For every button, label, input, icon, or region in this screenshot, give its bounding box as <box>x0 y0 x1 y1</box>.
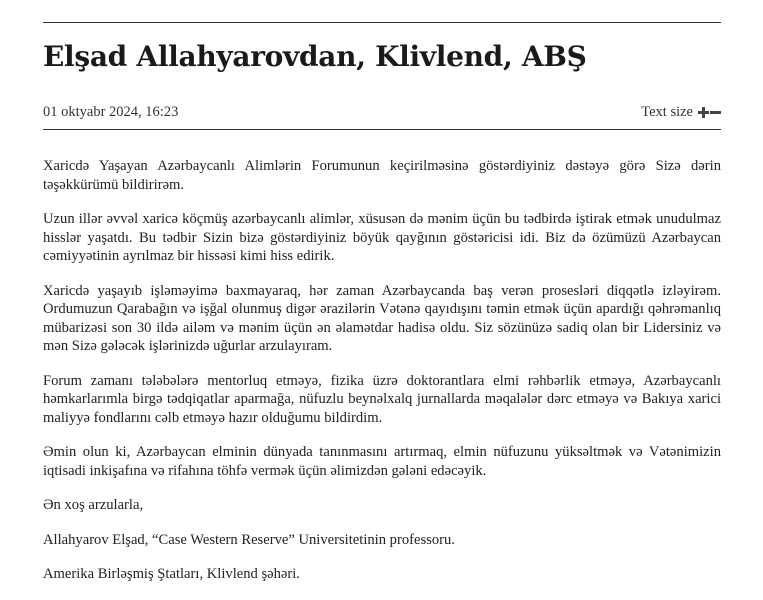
paragraph-4: Forum zamanı tələbələrə mentorluq etməyə, fizika üzrə doktorantlara elmi rəhbərlik etməyə, Azərbaycanlı həmkarlarımla birgə tədqiqatlar aparmağa, nüfuzlu beynəlxalq jurnallarda məqalələr dərc etməyə və Bakıya xarici maliyyə fondlarını cəlb etməyə hazır olduğumu bildirdim. <box>43 372 721 426</box>
increase-text-size-icon[interactable] <box>698 107 709 118</box>
top-divider <box>43 22 721 23</box>
paragraph-1: Xaricdə Yaşayan Azərbaycanlı Alimlərin Forumunun keçirilməsinə göstərdiyiniz dəstəyə görə Sizə dərin təşəkkürümü bildirirəm. <box>43 158 721 193</box>
paragraph-2: Uzun illər əvvəl xaricə köçmüş azərbaycanlı alimlər, xüsusən də mənim üçün bu tədbirdə iştirak etmək unudulmaz hisslər yaşatdı. Bu tədbir Sizin bizə göstərdiyiniz böyük qayğının göstəricisi idi. Biz də özümüzü Azərbaycan cəmiyyətinin ayrılmaz bir hissəsi kimi hiss edirik. <box>43 211 721 264</box>
paragraph-5: Əmin olun ki, Azərbaycan elminin dünyada tanınmasını artırmaq, elmin nüfuzunu yüksəltmək və Vətənimizin iqtisadi inkişafına və rifahına töhfə vermək üçün əlimizdən gələni edəcəyik. <box>43 444 721 479</box>
paragraph-3: Xaricdə yaşayıb işləməyimə baxmayaraq, hər zaman Azərbaycanda baş verən prosesləri diqqətlə izləyirəm. Ordumuzun Qarabağın və işğal olunmuş digər ərazilərin Vətənə qayıdışını təmin etmək üçün apardığı qəhrəmanlıq mübarizəsi son 30 ildə ailəm və mənim üçün ən əlamətdar hadisə oldu. Siz sözünüzə sadiq olan bir Lidersiniz və mən Sizə gələcək işlərinizdə uğurlar arzulayıram. <box>43 282 721 354</box>
meta-divider <box>43 129 721 130</box>
article-meta <box>43 104 721 122</box>
decrease-text-size-icon[interactable] <box>710 107 721 118</box>
closing-greeting: Ən xoş arzularla, <box>43 497 144 513</box>
author-signature: Allahyarov Elşad, “Case Western Reserve” Universitetinin professoru. <box>43 531 455 548</box>
author-location: Amerika Birləşmiş Ştatları, Klivlend şəhəri. <box>43 566 300 582</box>
text-size-control <box>641 104 721 121</box>
text-size-label: Text size <box>641 104 693 120</box>
article-date: 01 oktyabr 2024, 16:23 <box>43 104 179 120</box>
article-body <box>43 157 721 600</box>
article-title: Elşad Allahyarovdan, Klivlend, ABŞ <box>43 40 587 73</box>
